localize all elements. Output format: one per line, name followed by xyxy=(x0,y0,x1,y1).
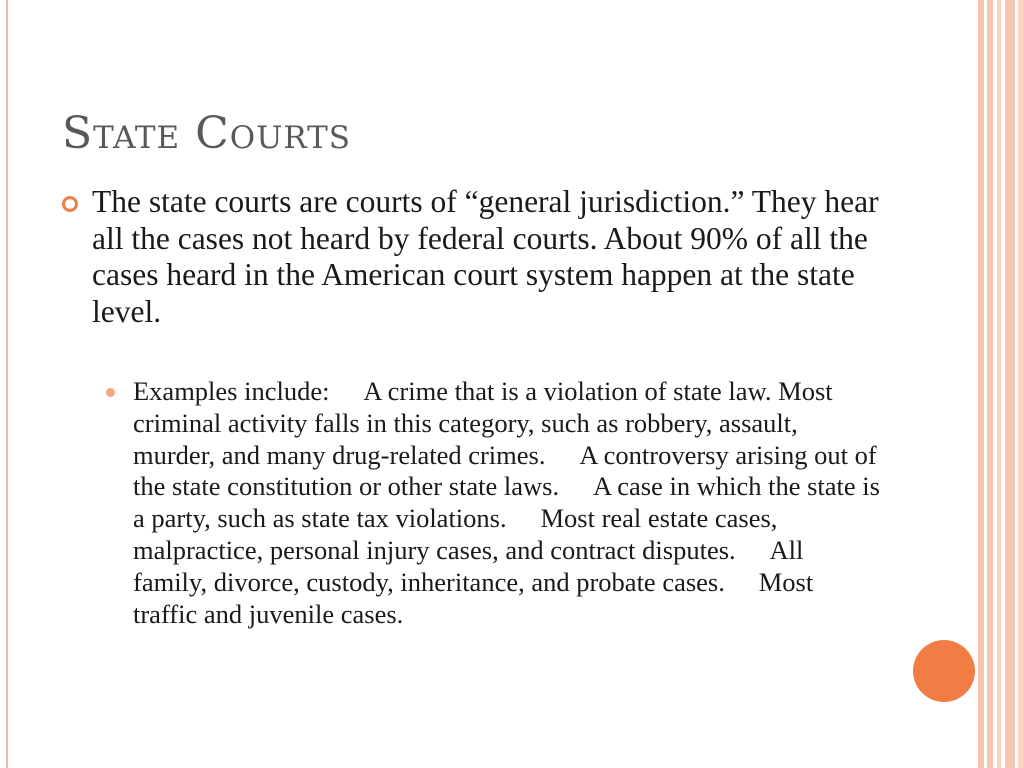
right-stripe xyxy=(987,0,993,768)
slide-title: State Courts xyxy=(62,108,352,159)
right-stripe xyxy=(1018,0,1024,768)
left-border xyxy=(6,0,8,768)
sub-bullet-text: Examples include: A crime that is a violation of state law. Most criminal activity falls in this category, such as robbery, assault, murder, and many drug-related crimes. A controversy arising out of the state constitution or other state laws. A case in which the state is a party, such as state tax violations. Most real estate cases, malpractice, personal injury cases, and contract disputes. All family, divorce, custody, inheritance, and probate cases. Most traffic and juvenile cases. xyxy=(133,376,870,629)
dot-bullet-icon xyxy=(106,388,115,397)
orange-circle-icon xyxy=(913,640,975,702)
right-stripe xyxy=(978,0,984,768)
ring-bullet-icon xyxy=(62,196,78,212)
right-stripe xyxy=(997,0,1001,768)
right-stripe xyxy=(1005,0,1015,768)
main-bullet-text: The state courts are courts of “general jurisdiction.” They hear all the cases not heard by federal courts. About 90% of all the cases heard in the American court system happen at the state level. xyxy=(92,184,879,329)
